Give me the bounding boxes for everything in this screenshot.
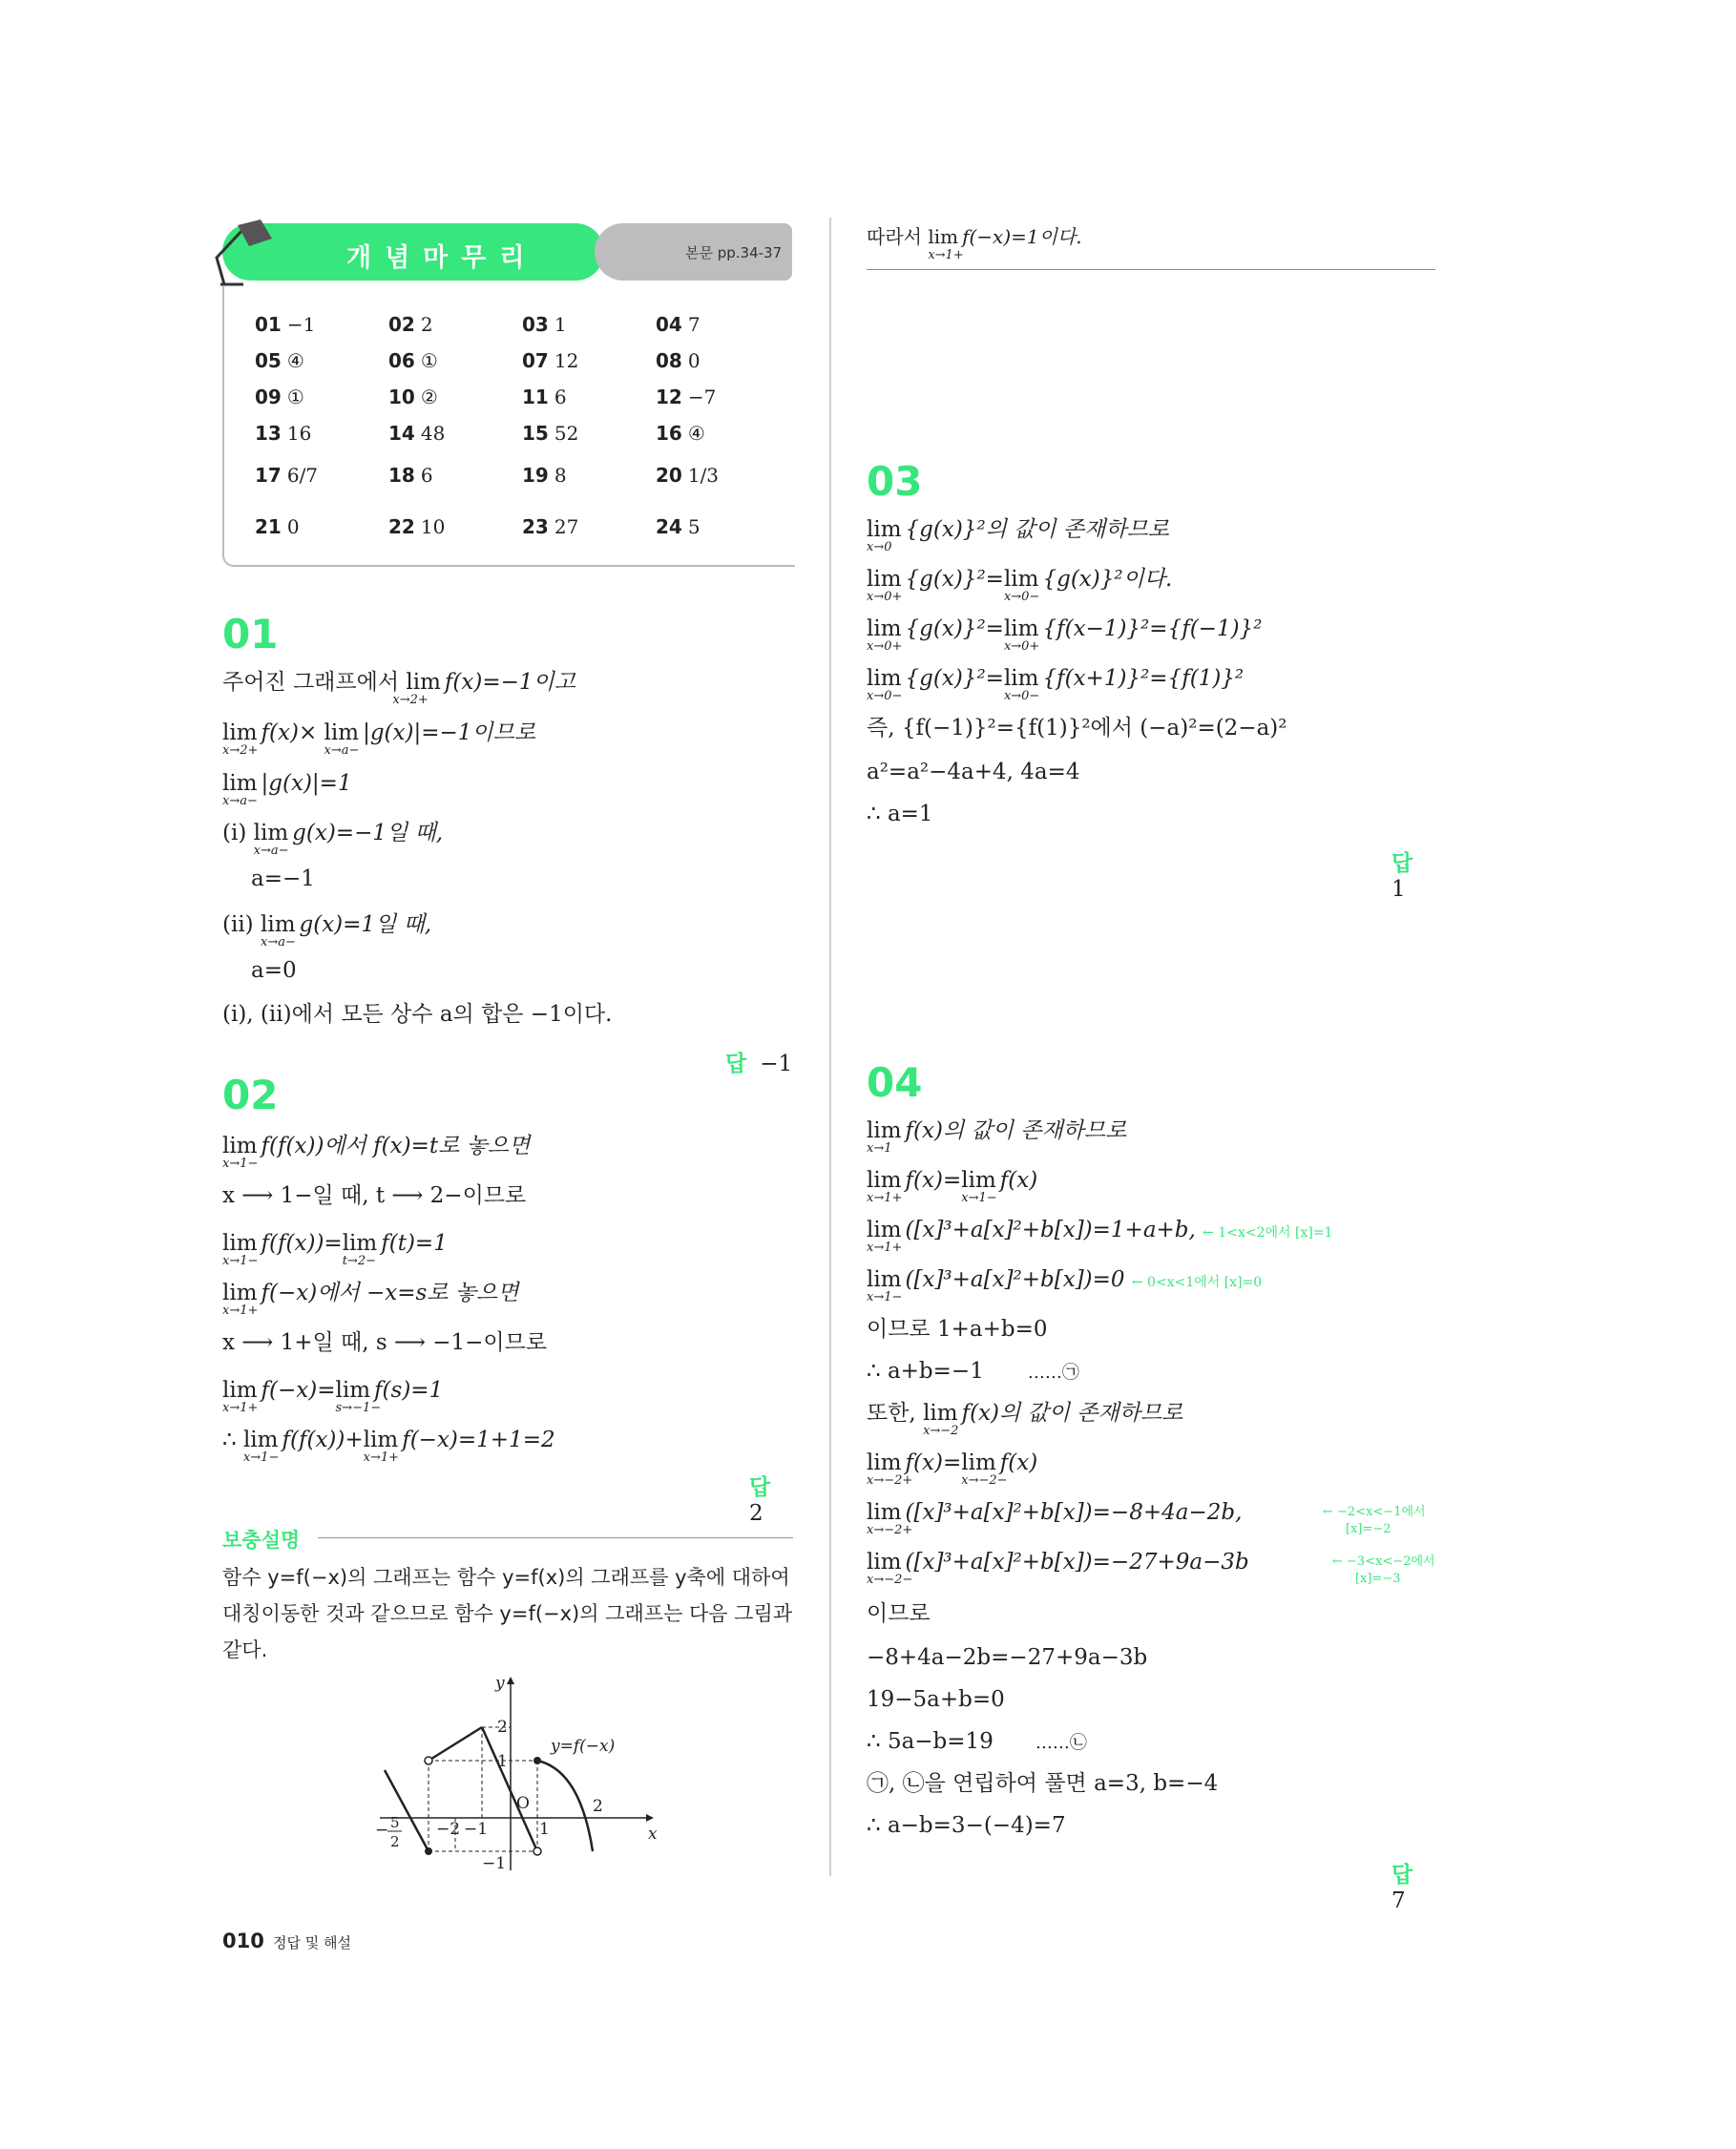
math-line: a²=a²−4a+4, 4a=4 [867, 760, 1080, 784]
answer-cell: 21 0 [255, 515, 300, 538]
math-line: 19−5a+b=0 [867, 1687, 1005, 1712]
section-title: 01 [222, 611, 279, 657]
answer-line: 답 −1 [725, 1052, 793, 1076]
svg-text:2: 2 [390, 1833, 400, 1850]
math-line: (ⅰ) lim x→a− g(x)=−1일 때, [222, 821, 444, 858]
svg-text:−1: −1 [464, 1820, 489, 1839]
answer-cell: 13 16 [255, 422, 312, 445]
svg-text:−: − [375, 1821, 389, 1840]
answer-cell: 18 6 [388, 464, 433, 487]
answer-cell: 11 6 [522, 386, 567, 408]
answer-cell: 02 2 [388, 313, 433, 336]
math-line: a=−1 [251, 866, 315, 891]
math-line: ∴ 5a−b=19 ……㉡ [867, 1729, 1087, 1754]
answer-cell: 23 27 [522, 515, 579, 538]
answer-cell: 20 1/3 [656, 464, 720, 487]
answer-cell: 19 8 [522, 464, 567, 487]
answer-cell: 04 7 [656, 313, 701, 336]
svg-text:2: 2 [593, 1797, 603, 1816]
function-graph [375, 1675, 661, 1875]
section-title: 03 [867, 458, 923, 505]
math-line: lim x→2+ f(x)× lim x→a− |g(x)|=−1이므로 [222, 720, 536, 758]
answer-cell: 17 6/7 [255, 464, 319, 487]
math-line: lim x→0− {g(x)}²=lim x→0− {f(x+1)}²={f(1)}² [867, 666, 1244, 703]
math-line: 즉, {f(−1)}²={f(1)}²에서 (−a)²=(2−a)² [867, 716, 1287, 741]
math-line: a=0 [251, 958, 297, 983]
math-line: lim x→0+ {g(x)}²=lim x→0− {g(x)}²이다. [867, 567, 1173, 604]
svg-text:x: x [648, 1825, 658, 1844]
answer-cell: 06 ① [388, 349, 438, 372]
banner-title: 개념마무리 [346, 243, 538, 273]
answer-line: 답2 [749, 1475, 771, 1526]
math-line: lim x→1 f(x)의 값이 존재하므로 [867, 1118, 1127, 1156]
answer-cell: 03 1 [522, 313, 567, 336]
answer-cell: 08 0 [656, 349, 701, 372]
math-line: lim x→0+ {g(x)}²=lim x→0+ {f(x−1)}²={f(−1)}² [867, 616, 1263, 654]
answer-cell: 09 ① [255, 386, 304, 408]
math-line: lim x→1+ f(−x)=lim s→−1− f(s)=1 [222, 1378, 444, 1415]
math-line: lim x→0 {g(x)}²의 값이 존재하므로 [867, 517, 1170, 554]
answer-grid [222, 286, 795, 567]
answer-line: 답1 [1391, 851, 1413, 902]
svg-text:−2: −2 [436, 1820, 461, 1839]
section-title: 02 [222, 1072, 279, 1118]
left-column [222, 219, 795, 1873]
math-line: 따라서 lim x→1+ f(−x)=1이다. [867, 225, 1082, 262]
answer-cell: 24 5 [656, 515, 701, 538]
math-line: (ⅰ), (ⅱ)에서 모든 상수 a의 합은 −1이다. [222, 1002, 613, 1027]
math-line: lim x→1− f(f(x))=lim t→2− f(t)=1 [222, 1231, 448, 1268]
svg-text:O: O [516, 1794, 530, 1813]
footer-label: 정답 및 해설 [273, 1934, 351, 1951]
page-number: 010 [222, 1930, 264, 1952]
svg-text:1: 1 [497, 1752, 508, 1771]
answer-cell: 01 −1 [255, 313, 316, 336]
supplement-title: 보충설명 [222, 1529, 301, 1552]
svg-text:−1: −1 [482, 1854, 507, 1873]
math-line: 주어진 그래프에서 lim x→2+ f(x)=−1이고 [222, 670, 575, 707]
math-line: (ⅱ) lim x→a− g(x)=1일 때, [222, 912, 432, 949]
math-line: lim x→1− ([x]³+a[x]²+b[x])=0 ← 0<x<1에서 [x]=0 [867, 1267, 1263, 1304]
lamp-icon [215, 219, 301, 286]
answer-cell: 12 −7 [656, 386, 717, 408]
math-line: 이므로 [867, 1601, 931, 1626]
math-line: lim x→1− f(f(x))에서 f(x)=t로 놓으면 [222, 1134, 531, 1171]
math-line: lim x→−2+ f(x)=lim x→−2− f(x) [867, 1450, 1038, 1488]
answer-cell: 14 48 [388, 422, 446, 445]
svg-text:1: 1 [539, 1820, 550, 1839]
svg-text:y=f(−x): y=f(−x) [551, 1737, 616, 1756]
answer-cell: 16 ④ [656, 422, 705, 445]
section-title: 04 [867, 1059, 923, 1106]
math-line: lim x→1+ ([x]³+a[x]²+b[x])=1+a+b, ← 1<x<2에서 [x]=1 [867, 1218, 1333, 1255]
math-line: 또한, lim x→−2 f(x)의 값이 존재하므로 [867, 1401, 1183, 1438]
math-line: lim x→−2− ([x]³+a[x]²+b[x])=−27+9a−3b [867, 1550, 1249, 1587]
banner-ref: 본문 pp.34-37 [685, 244, 783, 261]
math-line: lim x→1+ f(x)=lim x→1− f(x) [867, 1168, 1038, 1205]
math-line: x ⟶ 1−일 때, t ⟶ 2−이므로 [222, 1183, 527, 1208]
supplement-text: 함수 y=f(−x)의 그래프는 함수 y=f(x)의 그래프를 y축에 대하여 대칭이동한 것과 같으므로 함수 y=f(−x)의 그래프는 다음 그림과 같다. [222, 1566, 793, 1661]
math-line: −8+4a−2b=−27+9a−3b [867, 1645, 1148, 1670]
math-line: ∴ lim x→1− f(f(x))+lim x→1+ f(−x)=1+1=2 [222, 1428, 555, 1465]
math-line: ㉠, ㉡을 연립하여 풀면 a=3, b=−4 [867, 1771, 1219, 1796]
math-line: lim x→1+ f(−x)에서 −x=s로 놓으면 [222, 1281, 519, 1318]
column-divider [829, 218, 831, 1876]
math-line: ∴ a+b=−1 ……㉠ [867, 1359, 1079, 1384]
math-line: 이므로 1+a+b=0 [867, 1317, 1048, 1342]
svg-text:2: 2 [497, 1718, 508, 1737]
answer-cell: 22 10 [388, 515, 446, 538]
answer-cell: 07 12 [522, 349, 579, 372]
svg-text:y: y [495, 1675, 505, 1693]
answer-line: 답7 [1391, 1863, 1413, 1913]
answer-cell: 05 ④ [255, 349, 304, 372]
math-line: lim x→a− |g(x)|=1 [222, 771, 352, 808]
math-line: lim x→−2+ ([x]³+a[x]²+b[x])=−8+4a−2b, [867, 1500, 1243, 1537]
math-line: ∴ a=1 [867, 802, 933, 826]
math-line: x ⟶ 1+일 때, s ⟶ −1−이므로 [222, 1330, 548, 1355]
svg-text:5: 5 [390, 1814, 400, 1831]
math-line: ∴ a−b=3−(−4)=7 [867, 1813, 1066, 1838]
summary-banner [222, 219, 795, 282]
answer-cell: 10 ② [388, 386, 438, 408]
answer-cell: 15 52 [522, 422, 579, 445]
